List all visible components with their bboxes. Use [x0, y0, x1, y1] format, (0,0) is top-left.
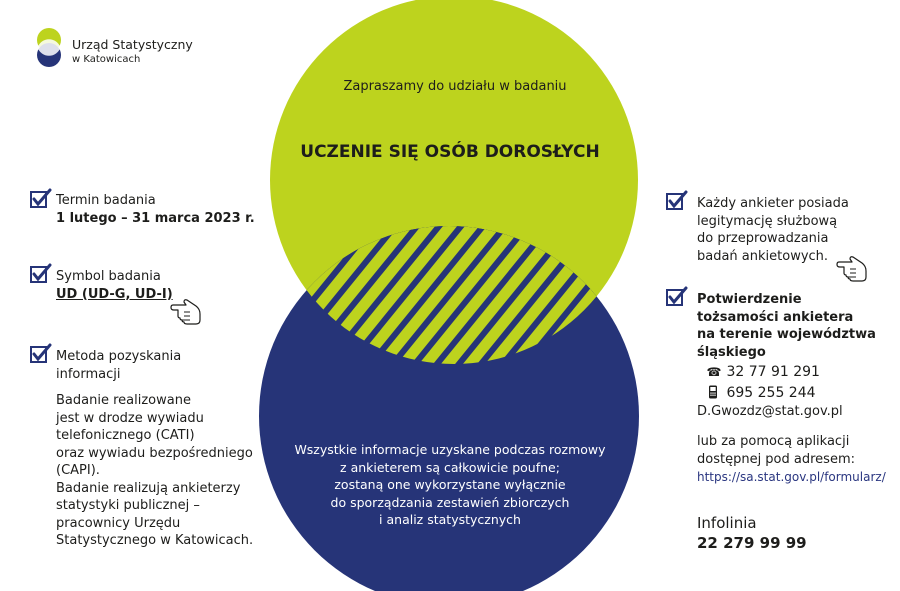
method-line: pracownicy Urzędu — [56, 515, 181, 531]
hotline-block — [697, 513, 807, 553]
checkbox-icon — [30, 263, 52, 285]
id-card-block — [697, 195, 849, 265]
logo-line1: Urząd Statystyczny — [72, 37, 193, 52]
verify-title — [697, 291, 876, 361]
confid-line: do sporządzania zestawień zbiorczych — [330, 494, 570, 510]
hotline-number[interactable]: 22 279 99 99 — [697, 534, 807, 552]
method-line: jest w drodze wywiadu — [56, 410, 204, 426]
form-url-link[interactable]: https://sa.stat.gov.pl/formularz/ — [697, 470, 886, 484]
method-label — [56, 348, 181, 383]
email[interactable]: D.Gwozdz@stat.gov.pl — [697, 404, 843, 419]
mobile-number[interactable]: 695 255 244 — [726, 385, 816, 401]
id-card-line: do przeprowadzania — [697, 231, 829, 246]
app-line: dostępnej pod adresem: — [697, 451, 855, 467]
term-block — [56, 192, 255, 227]
id-card-line: Każdy ankieter posiada — [697, 196, 849, 211]
method-line: oraz wywiadu bezpośredniego — [56, 445, 253, 461]
verify-title-line: tożsamości ankietera — [697, 309, 854, 325]
symbol-value: UD (UD-G, UD-I) — [56, 286, 173, 302]
confid-line: Wszystkie informacje uzyskane podczas rozmowy — [294, 442, 606, 457]
method-line: statystyki publicznej – — [56, 498, 200, 513]
method-line: telefonicznego (CATI) — [56, 428, 195, 443]
pointing-hand-icon — [170, 293, 206, 329]
id-card-line: badań ankietowych. — [697, 248, 829, 264]
confidentiality-text — [270, 441, 630, 529]
hotline-label: Infolinia — [697, 514, 757, 532]
pointing-hand-icon — [836, 250, 872, 286]
verify-title-line: na terenie województwa — [697, 327, 876, 342]
id-card-line: legitymację służbową — [697, 213, 838, 229]
confid-line: z ankieterem są całkowicie poufne; — [340, 459, 560, 475]
method-label-line: informacji — [56, 366, 121, 382]
checkbox-icon — [666, 190, 688, 212]
method-line: Badanie realizują ankieterzy — [56, 480, 241, 496]
invite-text: Zapraszamy do udziału w badaniu — [343, 79, 567, 94]
mobile-phone-icon — [706, 385, 720, 399]
verify-title-line: Potwierdzenie — [697, 292, 802, 307]
mobile-row — [706, 385, 816, 403]
app-info — [697, 433, 855, 468]
method-line: (CAPI). — [56, 463, 100, 478]
verify-title-line: śląskiego — [697, 344, 766, 360]
term-label: Termin badania — [56, 193, 156, 208]
confid-line: zostaną one wykorzystane wyłącznie — [334, 477, 566, 492]
method-body — [56, 392, 253, 550]
symbol-block — [56, 268, 173, 303]
symbol-label: Symbol badania — [56, 269, 161, 284]
confid-line: i analiz statystycznych — [379, 512, 521, 527]
term-value: 1 lutego – 31 marca 2023 r. — [56, 210, 255, 226]
survey-title: UCZENIE SIĘ OSÓB DOROSŁYCH — [300, 142, 600, 162]
checkbox-icon — [30, 343, 52, 365]
method-line: Statystycznego w Katowicach. — [56, 533, 254, 548]
checkbox-icon — [30, 188, 52, 210]
checkbox-icon — [666, 286, 688, 308]
phone-number[interactable]: 32 77 91 291 — [726, 364, 820, 380]
method-label-line: Metoda pozyskania — [56, 349, 182, 364]
phone-icon: ☎ — [706, 365, 722, 379]
phone-row — [706, 364, 820, 382]
app-line: lub za pomocą aplikacji — [697, 434, 850, 449]
logo-line2: w Katowicach — [72, 54, 141, 65]
method-line: Badanie realizowane — [56, 393, 191, 408]
stripe — [0, 140, 14, 460]
